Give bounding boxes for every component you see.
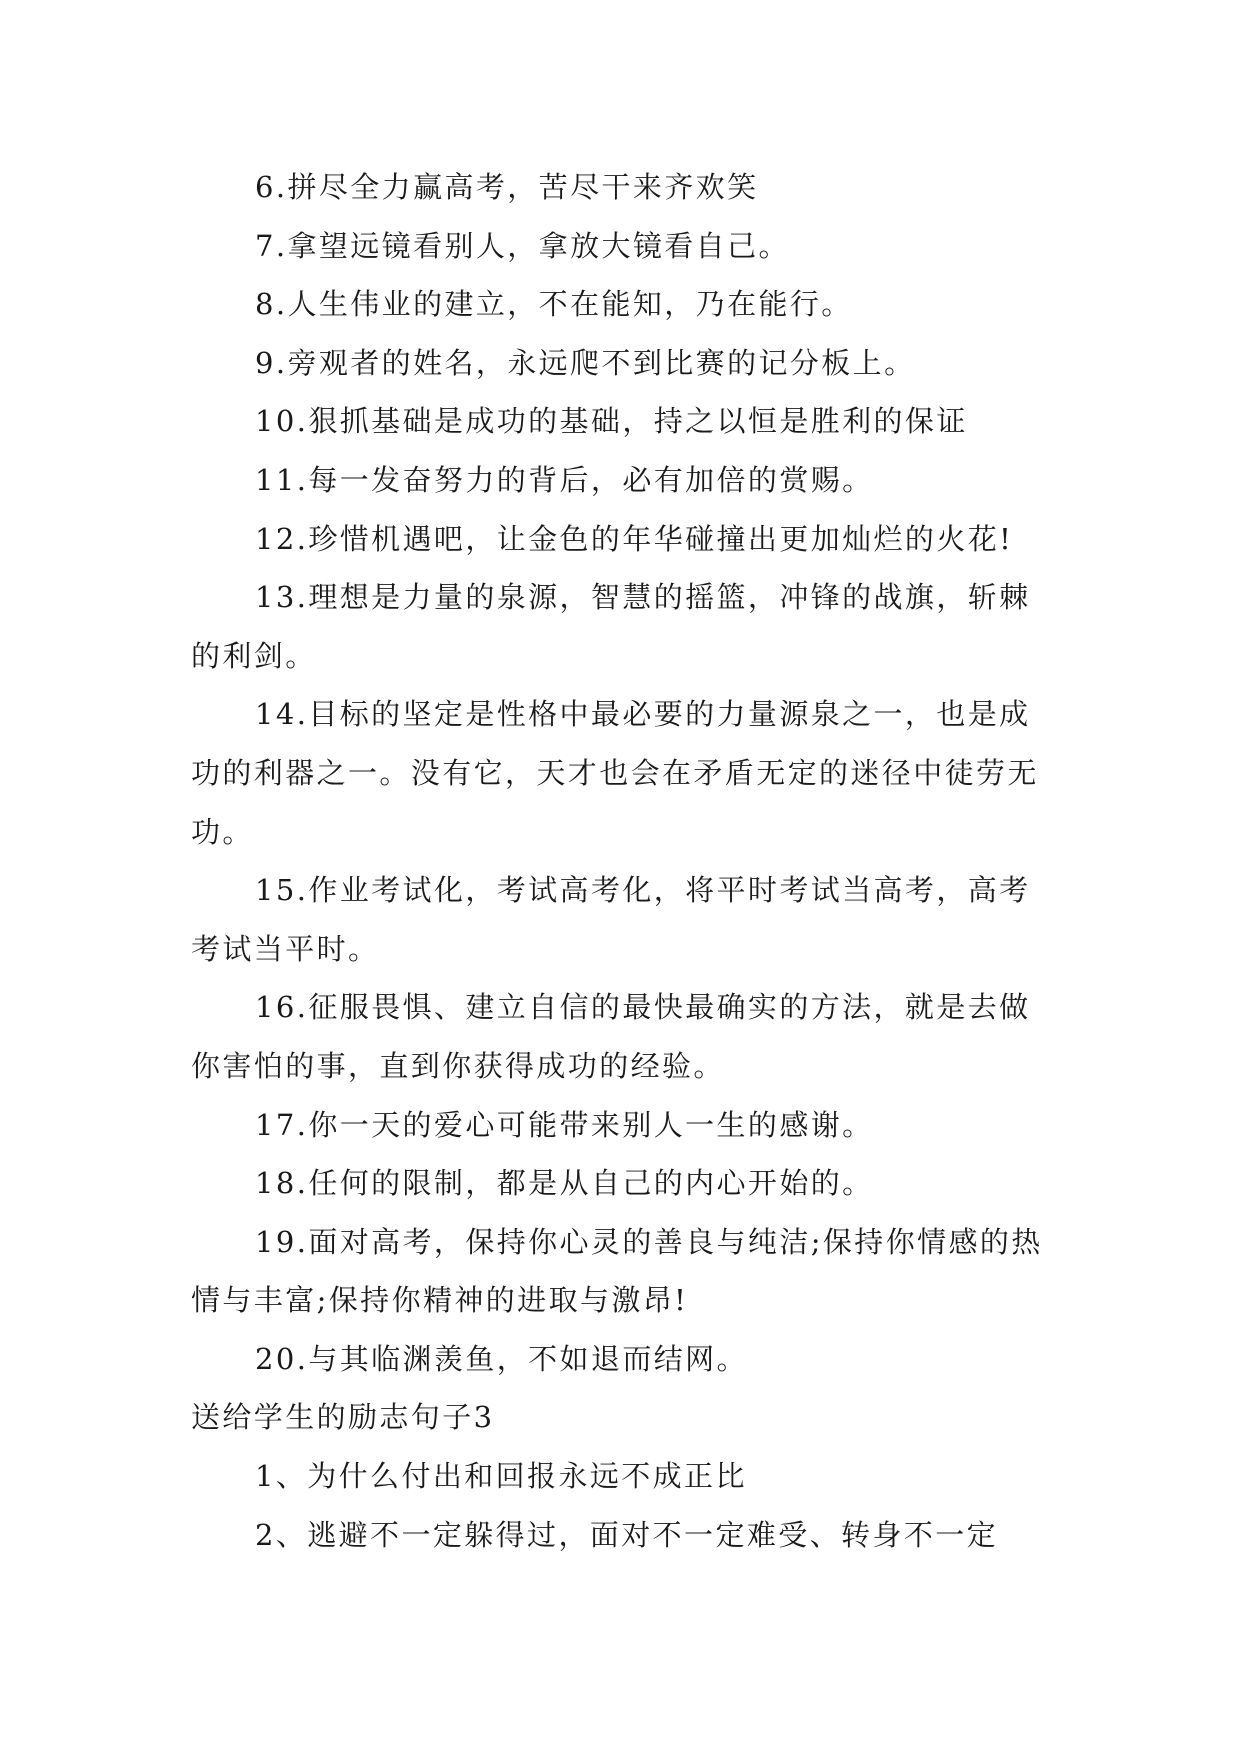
list-item: 17.你一天的爱心可能带来别人一生的感谢。: [255, 1107, 874, 1142]
list-item: 13.理想是力量的泉源，智慧的摇篮，冲锋的战旗，斩棘的利剑。: [191, 580, 1031, 673]
list-item: 6.拼尽全力赢高考，苦尽干来齐欢笑: [255, 170, 759, 204]
list-item: 2、逃避不一定躲得过，面对不一定难受、转身不一定: [255, 1517, 999, 1552]
list-item: 10.狠抓基础是成功的基础，持之以恒是胜利的保证: [255, 404, 968, 439]
list-item: 14.目标的坚定是性格中最必要的力量源泉之一，也是成功的利器之一。没有它，天才也会在矛盾无定的迷径中徒劳无功。: [191, 697, 1039, 849]
list-item: 7.拿望远镜看别人，拿放大镜看自己。: [255, 228, 790, 263]
list-item: 18.任何的限制，都是从自己的内心开始的。: [255, 1166, 874, 1201]
list-item: 11.每一发奋努力的背后，必有加倍的赏赐。: [255, 462, 874, 497]
list-item: 20.与其临渊羡鱼，不如退而结网。: [255, 1341, 748, 1376]
list-item: 15.作业考试化，考试高考化，将平时考试当高考，高考考试当平时。: [191, 873, 1031, 966]
list-item: 19.面对高考，保持你心灵的善良与纯洁;保持你情感的热情与丰富;保持你精神的进取与激昂!: [191, 1224, 1043, 1318]
list-item: 16.征服畏惧、建立自信的最快最确实的方法，就是去做你害怕的事，直到你获得成功的经验。: [191, 990, 1031, 1083]
section-heading: 送给学生的励志句子3: [191, 1400, 495, 1435]
list-item: 9.旁观者的姓名，永远爬不到比赛的记分板上。: [255, 345, 916, 380]
list-item: 12.珍惜机遇吧，让金色的年华碰撞出更加灿烂的火花!: [255, 521, 1014, 556]
list-item: 8.人生伟业的建立，不在能知，乃在能行。: [255, 287, 853, 322]
document-body: [191, 158, 1051, 1564]
list-item: 1、为什么付出和回报永远不成正比: [255, 1459, 747, 1494]
